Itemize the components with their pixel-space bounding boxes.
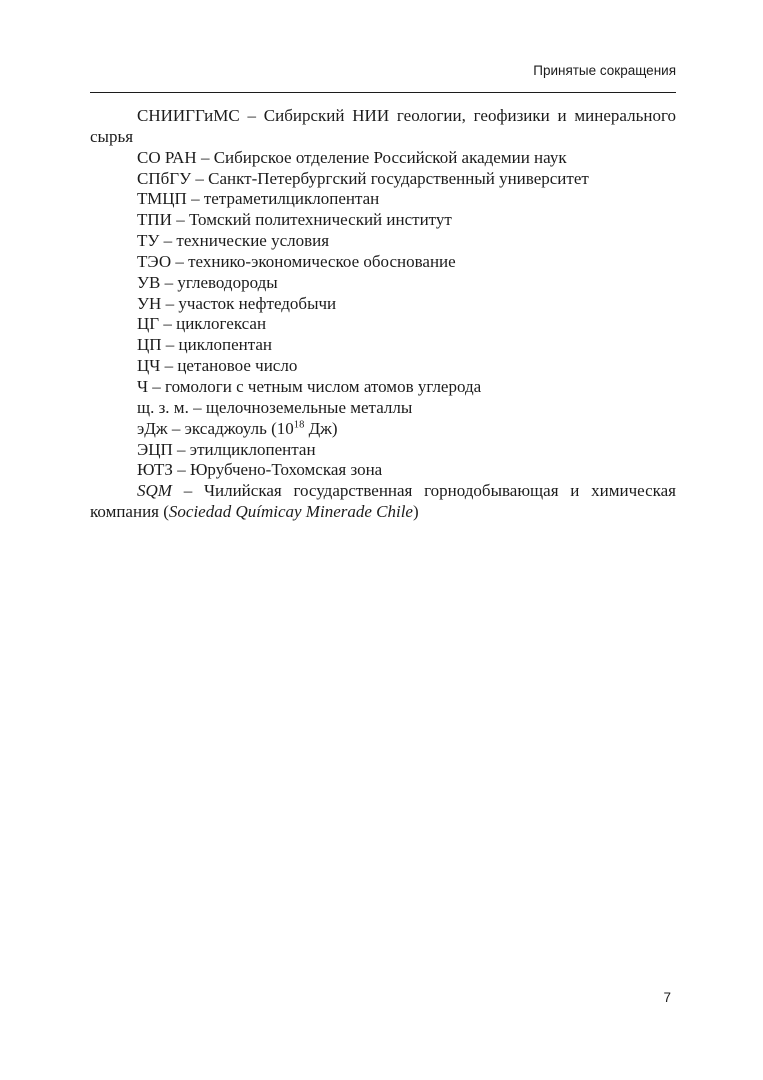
abbreviation-line xyxy=(90,440,676,461)
abbreviation-line xyxy=(90,398,676,419)
abbreviation-line xyxy=(90,481,676,502)
abbreviation-line xyxy=(90,252,676,273)
text-segment: СПбГУ – Санкт-Петербургский государственный университет xyxy=(137,168,589,188)
abbreviation-line xyxy=(90,314,676,335)
abbreviation-line xyxy=(90,377,676,398)
text-segment: SQM xyxy=(137,481,172,501)
abbreviation-line xyxy=(90,502,676,523)
abbreviation-line xyxy=(90,356,676,377)
abbreviation-list xyxy=(90,106,676,523)
text-segment: Дж) xyxy=(304,418,338,438)
text-segment: ТЭО – технико-экономическое обоснование xyxy=(137,251,456,271)
abbreviation-line xyxy=(90,335,676,356)
running-header xyxy=(90,63,676,93)
abbreviation-line xyxy=(90,273,676,294)
text-segment: ТУ – технические условия xyxy=(137,231,330,251)
abbreviation-line xyxy=(90,419,676,440)
abbreviation-line xyxy=(90,460,676,481)
page-number: 7 xyxy=(663,990,671,1005)
abbreviation-line xyxy=(90,231,676,252)
text-segment: Sociedad Químicay Minerade Chile xyxy=(168,502,413,522)
text-segment: ЦЧ – цетановое число xyxy=(137,356,298,376)
text-segment: щ. з. м. – щелочноземельные металлы xyxy=(137,397,413,417)
text-segment: сырья xyxy=(90,126,134,146)
text-segment: – Чилийская государственная горнодобывающая и химическая xyxy=(171,481,676,501)
text-segment: УВ – углеводороды xyxy=(137,272,278,292)
text-segment: УН – участок нефтедобычи xyxy=(137,293,337,313)
text-segment: ЦП – циклопентан xyxy=(137,335,273,355)
text-segment: ЭЦП – этилциклопентан xyxy=(137,439,316,459)
abbreviation-line xyxy=(90,169,676,190)
abbreviation-line xyxy=(90,210,676,231)
text-segment: ТМЦП – тетраметилциклопентан xyxy=(137,189,380,209)
running-header-title: Принятые сокращения xyxy=(533,63,676,78)
header-rule xyxy=(90,92,676,93)
abbreviation-line xyxy=(90,127,676,148)
text-segment: СО РАН – Сибирское отделение Российской академии наук xyxy=(137,147,567,167)
abbreviation-line xyxy=(90,148,676,169)
abbreviation-line xyxy=(90,189,676,210)
superscript-exponent: 18 xyxy=(293,419,305,430)
text-segment: компания ( xyxy=(90,502,169,522)
text-segment: ЮТЗ – Юрубчено-Тохомская зона xyxy=(137,460,383,480)
abbreviation-line xyxy=(90,294,676,315)
text-segment: Ч – гомологи с четным числом атомов углерода xyxy=(137,376,482,396)
text-segment: ЦГ – циклогексан xyxy=(137,314,267,334)
text-segment: эДж – эксаджоуль (10 xyxy=(137,418,294,438)
text-segment: ) xyxy=(412,502,419,522)
text-segment: ТПИ – Томский политехнический институт xyxy=(137,210,452,230)
page-footer xyxy=(663,990,671,1006)
text-segment: СНИИГГиМС – Сибирский НИИ геологии, геофизики и минерального xyxy=(137,106,676,125)
abbreviation-line xyxy=(90,106,676,127)
